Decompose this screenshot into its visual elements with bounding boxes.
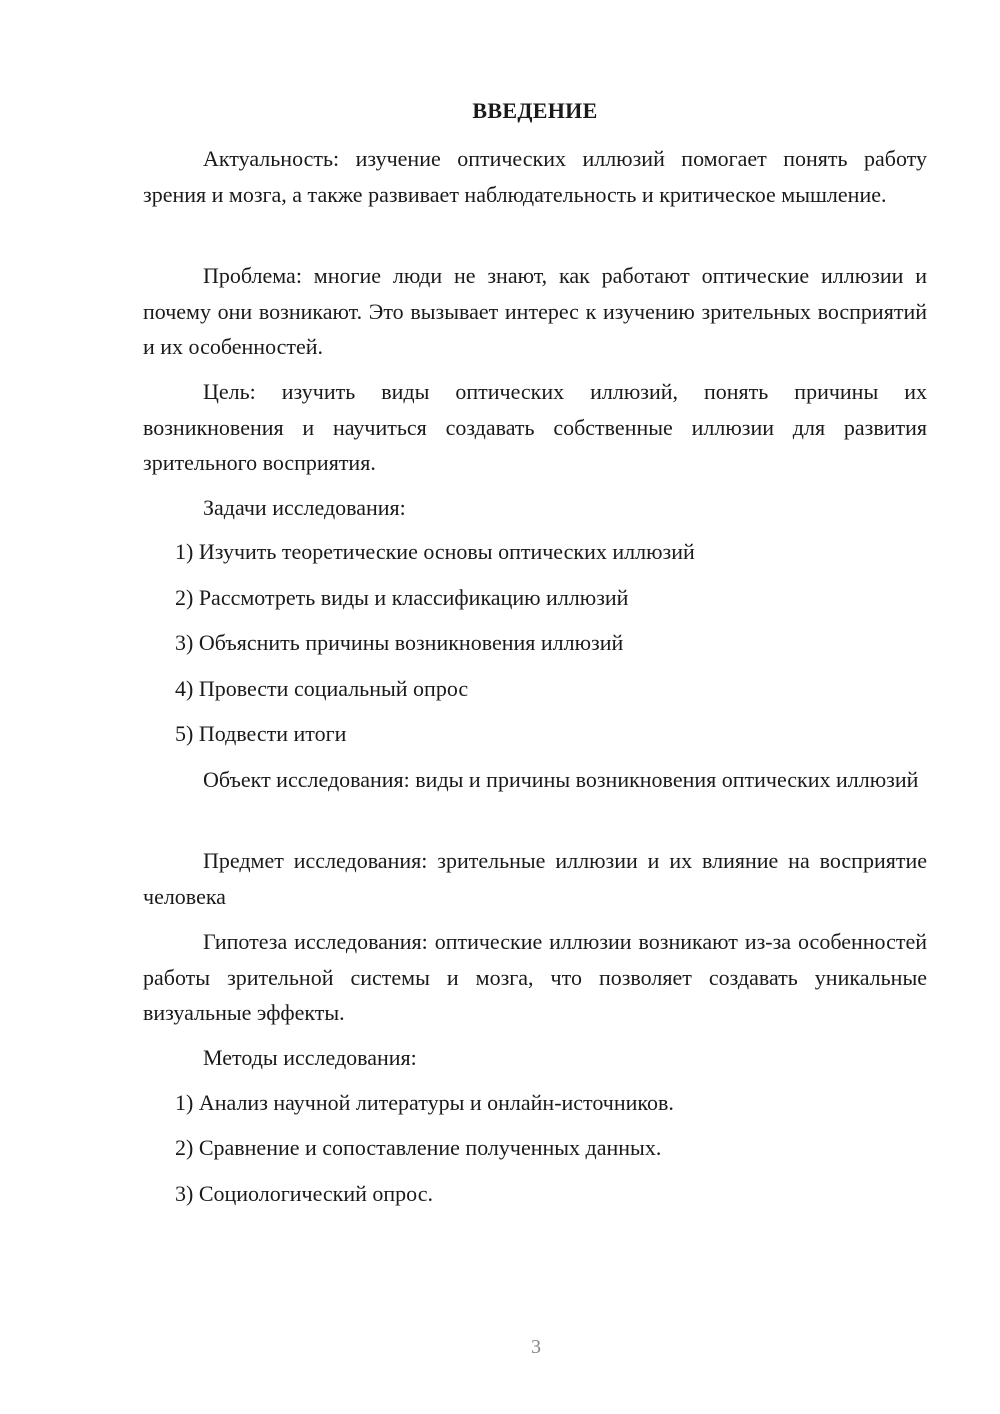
method-item: 3) Социологический опрос. — [175, 1181, 433, 1206]
method-item: 2) Сравнение и сопоставление полученных данных. — [175, 1135, 662, 1160]
relevance-paragraph: Актуальность: изучение оптических иллюзий помогает понять работу зрения и мозга, а также развивает наблюдательность и критическое мышление. — [143, 146, 927, 207]
task-item: 2) Рассмотреть виды и классификацию иллюзий — [175, 585, 629, 610]
page-number: 3 — [531, 1336, 541, 1358]
task-item: 1) Изучить теоретические основы оптических иллюзий — [175, 539, 695, 564]
methods-title: Методы исследования: — [203, 1045, 417, 1070]
task-item: 4) Провести социальный опрос — [175, 676, 469, 701]
section-heading: ВВЕДЕНИЕ — [472, 98, 598, 123]
problem-paragraph: Проблема: многие люди не знают, как работают оптические иллюзии и почему они возникают. Это вызывает интерес к изучению зрительных восприятий и их особенностей. — [143, 263, 927, 359]
tasks-title: Задачи исследования: — [203, 495, 406, 520]
object-paragraph: Объект исследования: виды и причины возникновения оптических иллюзий — [203, 767, 919, 792]
goal-paragraph: Цель: изучить виды оптических иллюзий, понять причины их возникновения и научиться создавать собственные иллюзии для развития зрительного восприятия. — [143, 379, 927, 475]
hypothesis-paragraph: Гипотеза исследования: оптические иллюзии возникают из-за особенностей работы зрительной системы и мозга, что позволяет создавать уникальные визуальные эффекты. — [143, 929, 927, 1025]
task-item: 3) Объяснить причины возникновения иллюзий — [175, 630, 624, 655]
method-item: 1) Анализ научной литературы и онлайн-источников. — [175, 1090, 674, 1115]
task-item: 5) Подвести итоги — [175, 721, 347, 746]
subject-paragraph: Предмет исследования: зрительные иллюзии и их влияние на восприятие человека — [143, 848, 927, 909]
